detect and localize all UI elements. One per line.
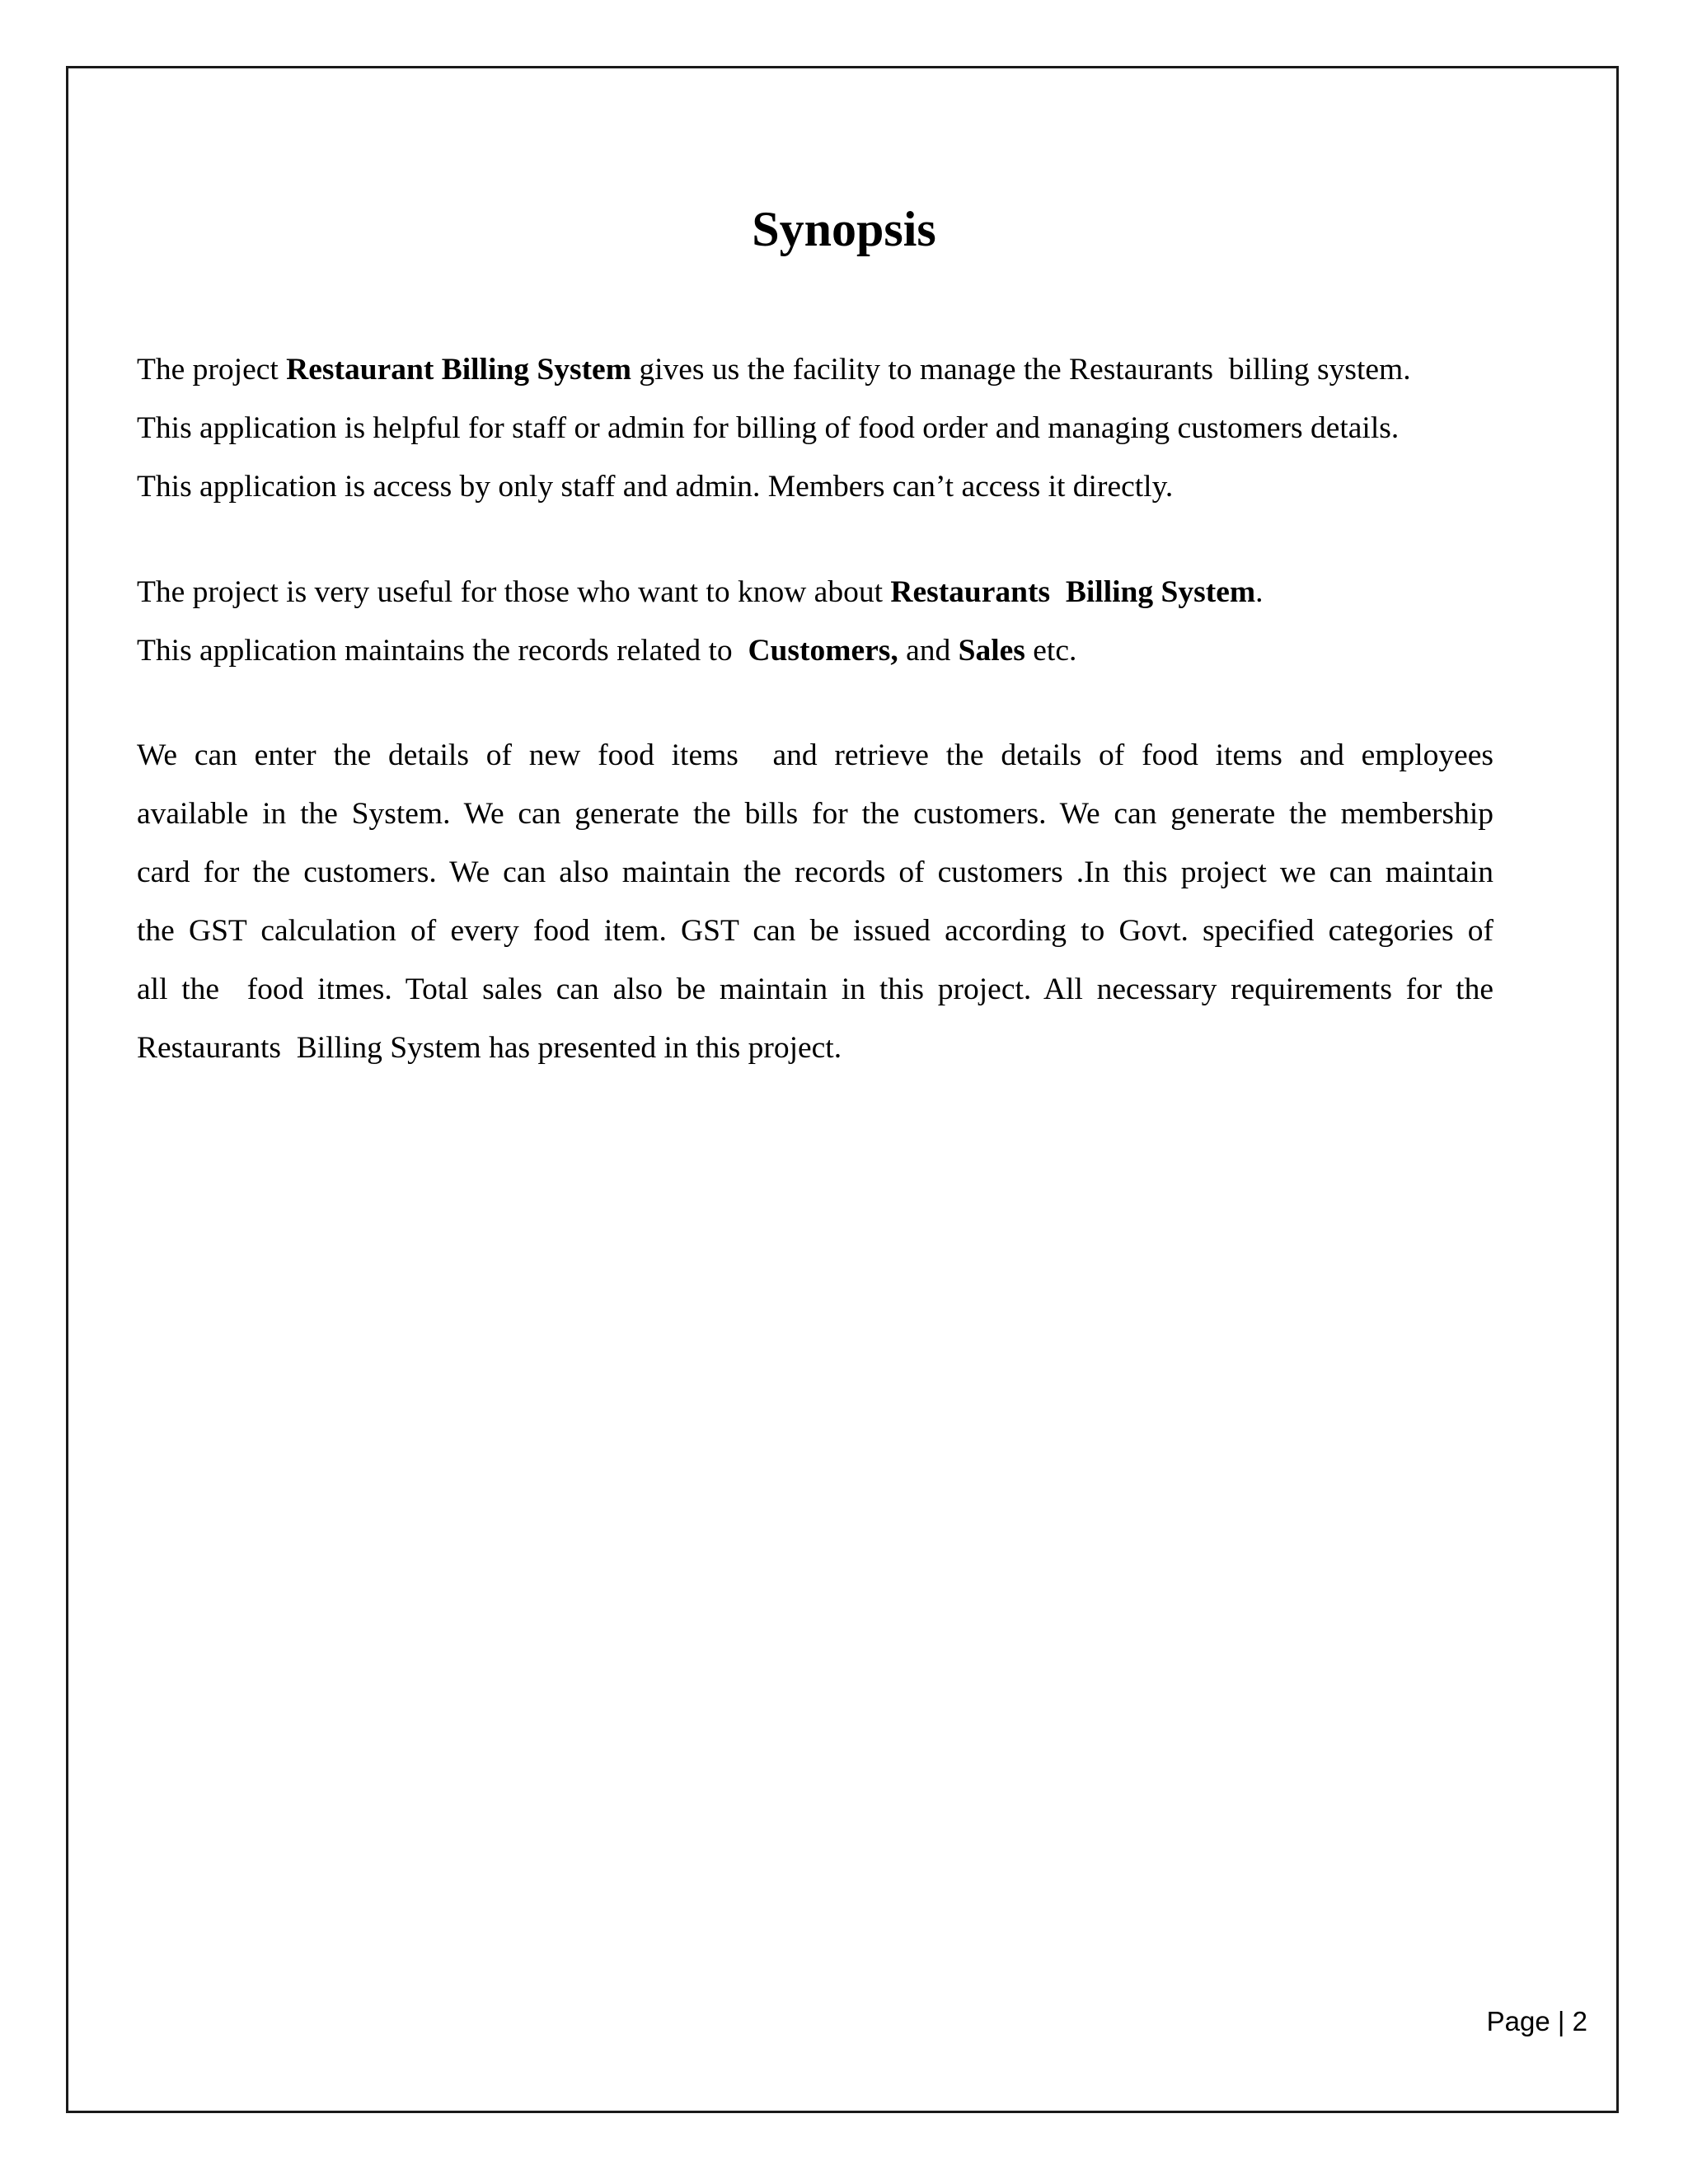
bold-customers: Customers, xyxy=(748,634,898,668)
text-run: . xyxy=(1255,575,1264,609)
paragraph-line: Restaurants Billing System has presented in this project. xyxy=(137,1031,842,1065)
page-title: Synopsis xyxy=(752,202,936,256)
paragraph-usefulness xyxy=(137,563,1493,680)
text-run: and xyxy=(898,634,959,668)
text-run: This application maintains the records related to xyxy=(137,634,748,668)
text-run: etc. xyxy=(1025,634,1077,668)
paragraph-line xyxy=(137,621,1493,680)
paragraph-line: This application is access by only staff and admin. Members can’t access it directly. xyxy=(137,470,1174,504)
paragraph-line xyxy=(137,340,1493,399)
paragraph-line: available in the System. We can generate the bills for the customers. We can generate the membership xyxy=(137,797,1493,831)
paragraph-line: all the food itmes. Total sales can also be maintain in this project. All necessary requirements for the xyxy=(137,972,1493,1006)
text-run: gives us the facility to manage the Restaurants billing system. xyxy=(631,353,1411,387)
text-run: The project is very useful for those who want to know about xyxy=(137,575,891,609)
paragraph-line: We can enter the details of new food items and retrieve the details of food items and employees xyxy=(137,738,1493,772)
bold-sales: Sales xyxy=(958,634,1025,668)
paragraph-intro xyxy=(137,340,1493,516)
paragraph-line: the GST calculation of every food item. GST can be issued according to Govt. specified categories of xyxy=(137,914,1493,948)
paragraph-features xyxy=(137,726,1493,1077)
text-run: The project xyxy=(137,353,287,387)
bold-project-name: Restaurant Billing System xyxy=(286,353,631,387)
paragraph-line xyxy=(137,563,1493,621)
paragraph-line: This application is helpful for staff or admin for billing of food order and managing customers details. xyxy=(137,411,1400,445)
paragraph-line: card for the customers. We can also maintain the records of customers .In this project we can maintain xyxy=(137,855,1493,889)
page-number: Page | 2 xyxy=(1486,2006,1587,2036)
bold-system-name: Restaurants Billing System xyxy=(890,575,1256,609)
